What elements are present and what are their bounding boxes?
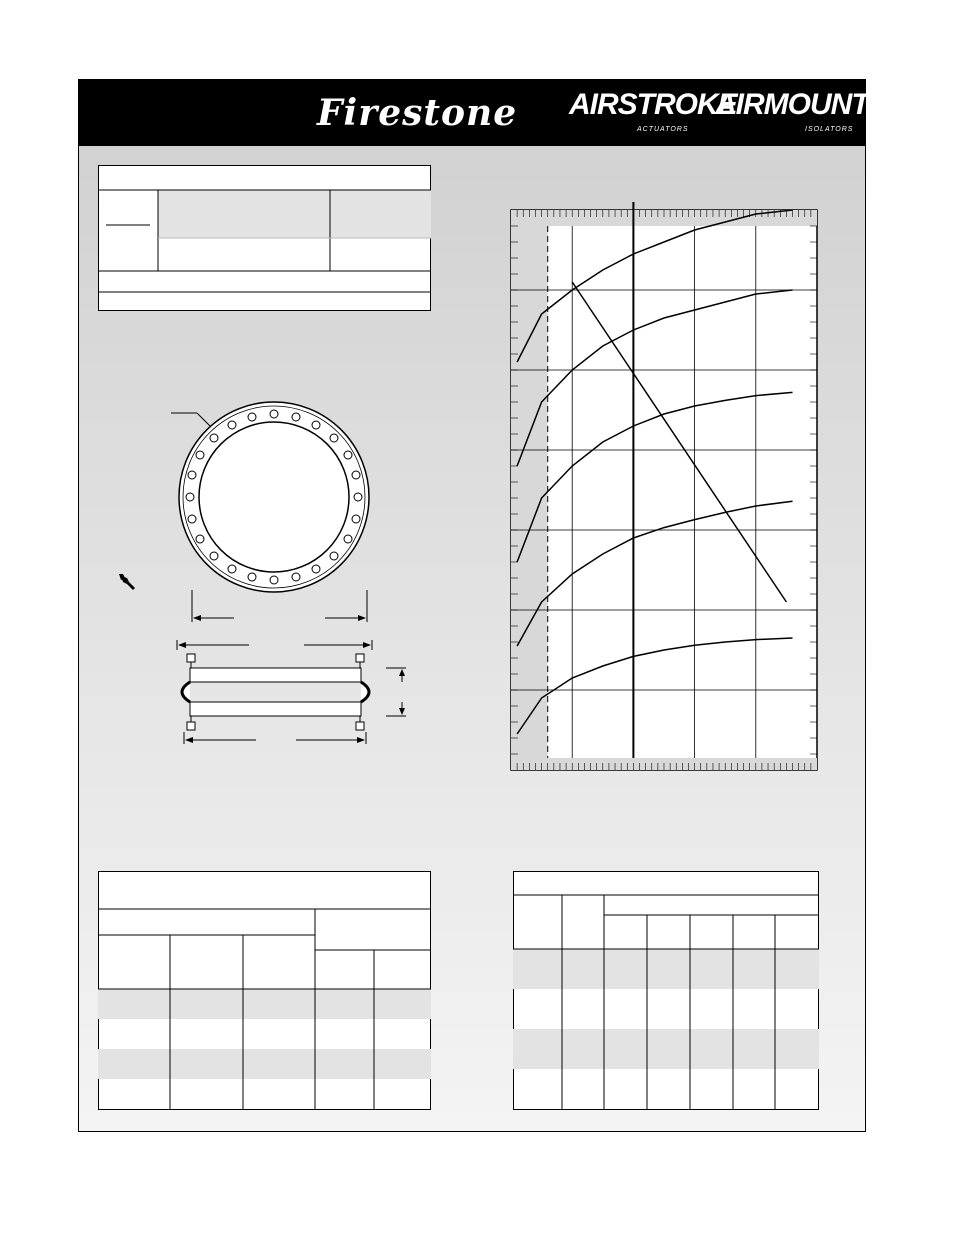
pressure-table-grid	[98, 871, 431, 1110]
top-view-drawing	[159, 400, 399, 630]
bolt-studs	[187, 654, 364, 730]
plot-area	[511, 210, 817, 770]
performance-chart	[507, 190, 827, 790]
side-view-drawing	[174, 638, 414, 748]
airstroke-logo: AIRSTROKE ACTUATORS	[569, 88, 737, 133]
brand-logo: Firestone	[317, 92, 518, 134]
airmount-logo: AIRMOUNT ISOLATORS	[715, 88, 869, 133]
frequency-table	[513, 871, 819, 1110]
spec-table	[98, 165, 431, 311]
page-header	[79, 80, 869, 146]
frequency-table-grid	[513, 871, 819, 1110]
spec-sheet	[78, 79, 869, 1132]
pressure-table	[98, 871, 431, 1110]
spec-table-grid	[98, 165, 431, 311]
wrench-icon	[117, 572, 139, 594]
